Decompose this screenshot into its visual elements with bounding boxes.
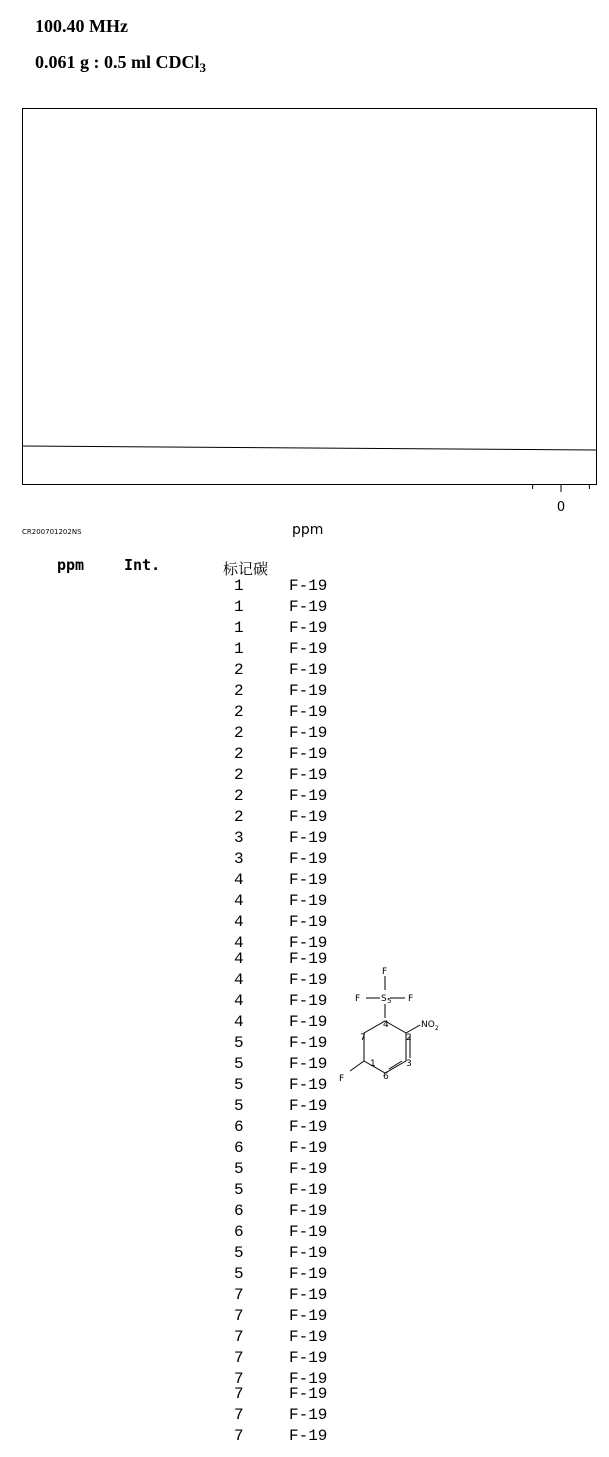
table-header-int: Int. [124,556,161,574]
cell-coupling: F-19 [289,1385,328,1403]
cell-carbon: 4 [234,871,244,889]
cell-coupling: F-19 [289,745,328,763]
cell-coupling: F-19 [289,577,328,595]
cell-coupling: F-19 [289,682,328,700]
cell-coupling: F-19 [289,850,328,868]
cell-carbon: 2 [234,787,244,805]
ring-number-3: 3 [406,1059,412,1069]
cell-carbon: 4 [234,971,244,989]
cell-carbon: 5 [234,1160,244,1178]
atom-s: S [381,994,387,1004]
cell-coupling: F-19 [289,1349,328,1367]
cell-carbon: 7 [234,1307,244,1325]
cell-coupling: F-19 [289,1181,328,1199]
cell-carbon: 5 [234,1097,244,1115]
x-axis-label: ppm [292,522,324,538]
atom-f-top: F [382,967,388,977]
cell-carbon: 7 [234,1370,244,1388]
cell-coupling: F-19 [289,934,328,952]
cell-carbon: 4 [234,1013,244,1031]
cell-carbon: 7 [234,1406,244,1424]
cell-carbon: 6 [234,1139,244,1157]
cell-coupling: F-19 [289,766,328,784]
cell-carbon: 4 [234,992,244,1010]
cell-coupling: F-19 [289,1202,328,1220]
cell-coupling: F-19 [289,1427,328,1445]
ring-number-2: 2 [406,1033,412,1043]
cell-carbon: 5 [234,1034,244,1052]
ring-number-1: 1 [370,1059,376,1069]
table-header-ppm: ppm [57,556,85,574]
table-header-carbon: 标记碳 [223,560,269,578]
cell-carbon: 2 [234,808,244,826]
cell-coupling: F-19 [289,1076,328,1094]
atom-f-right: F [408,994,414,1004]
cell-carbon: 1 [234,619,244,637]
cell-coupling: F-19 [289,661,328,679]
cell-coupling: F-19 [289,640,328,658]
cell-coupling: F-19 [289,1139,328,1157]
ring-number-4: 4 [383,1020,389,1030]
ring-number-7: 7 [360,1033,366,1043]
spectrum-code: CR200701202NS [22,528,82,536]
cell-coupling: F-19 [289,871,328,889]
cell-coupling: F-19 [289,1328,328,1346]
cell-carbon: 4 [234,950,244,968]
cell-coupling: F-19 [289,598,328,616]
cell-coupling: F-19 [289,892,328,910]
nitro-subscript: 2 [434,1025,439,1032]
cell-coupling: F-19 [289,1013,328,1031]
cell-coupling: F-19 [289,1370,328,1388]
cell-carbon: 7 [234,1286,244,1304]
cell-coupling: F-19 [289,1097,328,1115]
cell-carbon: 2 [234,724,244,742]
cell-carbon: 5 [234,1244,244,1262]
cell-coupling: F-19 [289,1160,328,1178]
cell-carbon: 2 [234,661,244,679]
ring-number-6: 6 [383,1072,389,1082]
cell-coupling: F-19 [289,950,328,968]
cell-coupling: F-19 [289,1286,328,1304]
cell-coupling: F-19 [289,971,328,989]
cell-carbon: 5 [234,1265,244,1283]
cell-carbon: 1 [234,640,244,658]
atom-f-left: F [355,994,361,1004]
cell-coupling: F-19 [289,1034,328,1052]
atom-s-number: 5 [387,997,392,1005]
cell-carbon: 7 [234,1385,244,1403]
cell-carbon: 6 [234,1223,244,1241]
cell-carbon: 4 [234,934,244,952]
cell-carbon: 6 [234,1202,244,1220]
sample-main: 0.061 g : 0.5 ml CDCl [35,52,200,72]
cell-coupling: F-19 [289,992,328,1010]
x-tick-label: 0 [556,500,566,515]
nitro-label: NO [421,1020,435,1030]
cell-carbon: 7 [234,1427,244,1445]
sample-subscript: 3 [199,60,206,75]
atom-f-ring: F [339,1074,345,1084]
cell-carbon: 3 [234,829,244,847]
cell-carbon: 5 [234,1055,244,1073]
cell-carbon: 2 [234,745,244,763]
cell-coupling: F-19 [289,703,328,721]
cell-carbon: 5 [234,1076,244,1094]
cell-coupling: F-19 [289,829,328,847]
cell-carbon: 1 [234,577,244,595]
cell-carbon: 7 [234,1328,244,1346]
cell-coupling: F-19 [289,808,328,826]
cell-carbon: 4 [234,892,244,910]
cell-coupling: F-19 [289,1307,328,1325]
cell-coupling: F-19 [289,1055,328,1073]
cell-carbon: 1 [234,598,244,616]
cell-coupling: F-19 [289,1118,328,1136]
cell-carbon: 2 [234,703,244,721]
cell-coupling: F-19 [289,1244,328,1262]
cell-carbon: 7 [234,1349,244,1367]
nitro-group [421,1020,439,1032]
cell-carbon: 3 [234,850,244,868]
cell-coupling: F-19 [289,1265,328,1283]
cell-carbon: 5 [234,1181,244,1199]
cell-carbon: 2 [234,766,244,784]
cell-coupling: F-19 [289,1223,328,1241]
cell-carbon: 2 [234,682,244,700]
cell-coupling: F-19 [289,724,328,742]
cell-coupling: F-19 [289,787,328,805]
cell-coupling: F-19 [289,913,328,931]
frequency-label: 100.40 MHz [35,16,128,36]
cell-coupling: F-19 [289,1406,328,1424]
cell-carbon: 6 [234,1118,244,1136]
cell-coupling: F-19 [289,619,328,637]
cell-carbon: 4 [234,913,244,931]
